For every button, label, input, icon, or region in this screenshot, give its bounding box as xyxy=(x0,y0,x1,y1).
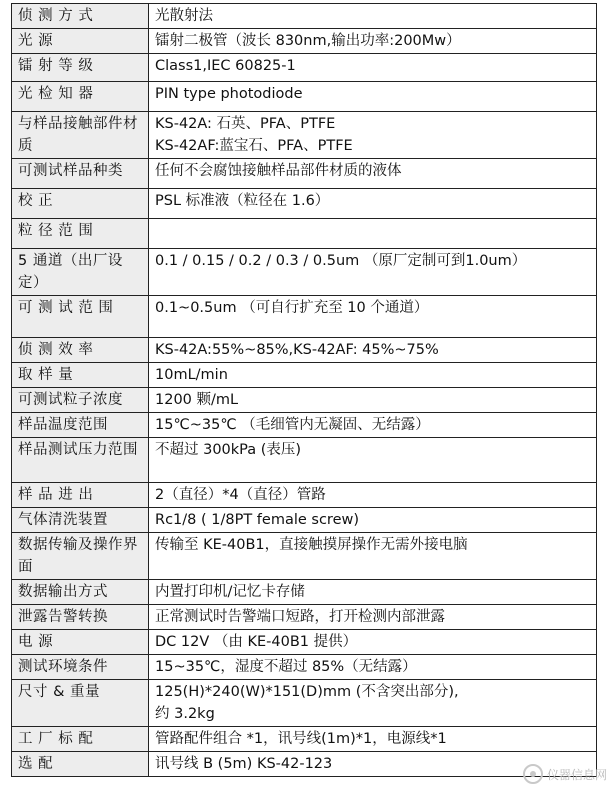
table-row xyxy=(12,54,597,82)
spec-label: 泄露告警转换 xyxy=(12,605,149,630)
spec-value-line: KS-42AF:蓝宝石、PFA、PTFE xyxy=(155,138,353,154)
table-row xyxy=(12,752,597,777)
spec-value xyxy=(149,438,597,483)
spec-value-line: 不超过 300kPa (表压) xyxy=(155,442,302,458)
table-row xyxy=(12,363,597,388)
spec-value xyxy=(149,219,597,249)
spec-value xyxy=(149,29,597,54)
spec-value-line: 内置打印机/记忆卡存储 xyxy=(155,584,305,600)
spec-table xyxy=(11,3,597,777)
spec-label: 光 源 xyxy=(12,29,149,54)
spec-value xyxy=(149,338,597,363)
spec-value xyxy=(149,159,597,189)
spec-value-line: 约 3.2kg xyxy=(155,706,215,722)
spec-label: 样品温度范围 xyxy=(12,413,149,438)
table-row xyxy=(12,29,597,54)
spec-value-line: 任何不会腐蚀接触样品部件材质的液体 xyxy=(155,163,402,179)
spec-label: 粒 径 范 围 xyxy=(12,219,149,249)
spec-label: 可测试样品种类 xyxy=(12,159,149,189)
spec-label: 尺寸 & 重量 xyxy=(12,680,149,727)
spec-value xyxy=(149,82,597,112)
spec-label: 测试环境条件 xyxy=(12,655,149,680)
spec-value-line: Class1,IEC 60825-1 xyxy=(155,58,296,74)
table-row xyxy=(12,580,597,605)
spec-label: 可测试粒子浓度 xyxy=(12,388,149,413)
spec-value-line: DC 12V （由 KE-40B1 提供） xyxy=(155,634,358,650)
spec-value-line: 125(H)*240(W)*151(D)mm (不含突出部分), xyxy=(155,684,459,700)
table-row xyxy=(12,249,597,296)
spec-label: 可 测 试 范 围 xyxy=(12,296,149,338)
table-row xyxy=(12,605,597,630)
spec-label: 校 正 xyxy=(12,189,149,219)
spec-label: 样 品 进 出 xyxy=(12,483,149,508)
table-row xyxy=(12,533,597,580)
table-row xyxy=(12,219,597,249)
spec-label: 取 样 量 xyxy=(12,363,149,388)
spec-value xyxy=(149,4,597,29)
spec-value-line: 10mL/min xyxy=(155,367,228,383)
spec-value-line: 讯号线 B (5m) KS-42-123 xyxy=(155,756,333,772)
spec-value-line: 光散射法 xyxy=(155,8,213,24)
spec-value xyxy=(149,508,597,533)
spec-label: 侦 测 方 式 xyxy=(12,4,149,29)
table-row xyxy=(12,338,597,363)
table-row xyxy=(12,680,597,727)
spec-value-line: 0.1 / 0.15 / 0.2 / 0.3 / 0.5um （原厂定制可到1.0um） xyxy=(155,253,527,269)
watermark-logo-icon xyxy=(523,764,543,784)
spec-value-line: 2（直径）*4（直径）管路 xyxy=(155,487,326,503)
table-row xyxy=(12,630,597,655)
spec-value xyxy=(149,630,597,655)
spec-value xyxy=(149,112,597,159)
spec-value-line: PSL 标准液（粒径在 1.6） xyxy=(155,193,330,209)
table-row xyxy=(12,655,597,680)
spec-value xyxy=(149,54,597,82)
spec-value xyxy=(149,189,597,219)
spec-label: 5 通道（出厂设定） xyxy=(12,249,149,296)
spec-value-line: 15~35℃，湿度不超过 85%（无结露） xyxy=(155,659,417,675)
table-row xyxy=(12,296,597,338)
spec-value xyxy=(149,533,597,580)
spec-value xyxy=(149,483,597,508)
spec-value-line: 正常测试时告警端口短路，打开检测内部泄露 xyxy=(155,609,445,625)
table-row xyxy=(12,727,597,752)
spec-value xyxy=(149,363,597,388)
spec-value xyxy=(149,388,597,413)
table-row xyxy=(12,388,597,413)
spec-value-line: 15℃~35℃ （毛细管内无凝固、无结露） xyxy=(155,417,430,433)
spec-value-line: KS-42A:55%~85%,KS-42AF: 45%~75% xyxy=(155,342,439,358)
table-row xyxy=(12,82,597,112)
spec-label: 镭 射 等 级 xyxy=(12,54,149,82)
table-row xyxy=(12,438,597,483)
spec-label: 电 源 xyxy=(12,630,149,655)
spec-label: 光 检 知 器 xyxy=(12,82,149,112)
table-row xyxy=(12,483,597,508)
spec-value-line: 0.1~0.5um （可自行扩充至 10 个通道） xyxy=(155,300,429,316)
watermark xyxy=(523,764,607,784)
spec-value xyxy=(149,680,597,727)
spec-label: 数据传输及操作界面 xyxy=(12,533,149,580)
spec-label: 与样品接触部件材质 xyxy=(12,112,149,159)
spec-label: 数据输出方式 xyxy=(12,580,149,605)
spec-value-line: 1200 颗/mL xyxy=(155,392,239,408)
table-row xyxy=(12,112,597,159)
spec-value-line: PIN type photodiode xyxy=(155,86,303,102)
spec-label: 工 厂 标 配 xyxy=(12,727,149,752)
spec-value xyxy=(149,580,597,605)
spec-value xyxy=(149,296,597,338)
watermark-text: 仪器信息网 xyxy=(546,767,607,782)
spec-value xyxy=(149,655,597,680)
spec-value xyxy=(149,605,597,630)
spec-label: 样品测试压力范围 xyxy=(12,438,149,483)
spec-value-line: 镭射二极管（波长 830nm,输出功率:200Mw） xyxy=(155,33,461,49)
spec-value-line: 管路配件组合 *1，讯号线(1m)*1，电源线*1 xyxy=(155,731,447,747)
table-row xyxy=(12,413,597,438)
spec-value xyxy=(149,413,597,438)
table-row xyxy=(12,159,597,189)
spec-label: 侦 测 效 率 xyxy=(12,338,149,363)
spec-value xyxy=(149,727,597,752)
spec-value-line: 传输至 KE-40B1，直接触摸屏操作无需外接电脑 xyxy=(155,537,468,553)
spec-label: 气体清洗装置 xyxy=(12,508,149,533)
spec-value-line: Rc1/8 ( 1/8PT female screw) xyxy=(155,512,360,528)
table-row xyxy=(12,4,597,29)
spec-value xyxy=(149,249,597,296)
spec-value-line: KS-42A: 石英、PFA、PTFE xyxy=(155,116,336,132)
table-row xyxy=(12,508,597,533)
table-row xyxy=(12,189,597,219)
spec-label: 选 配 xyxy=(12,752,149,777)
